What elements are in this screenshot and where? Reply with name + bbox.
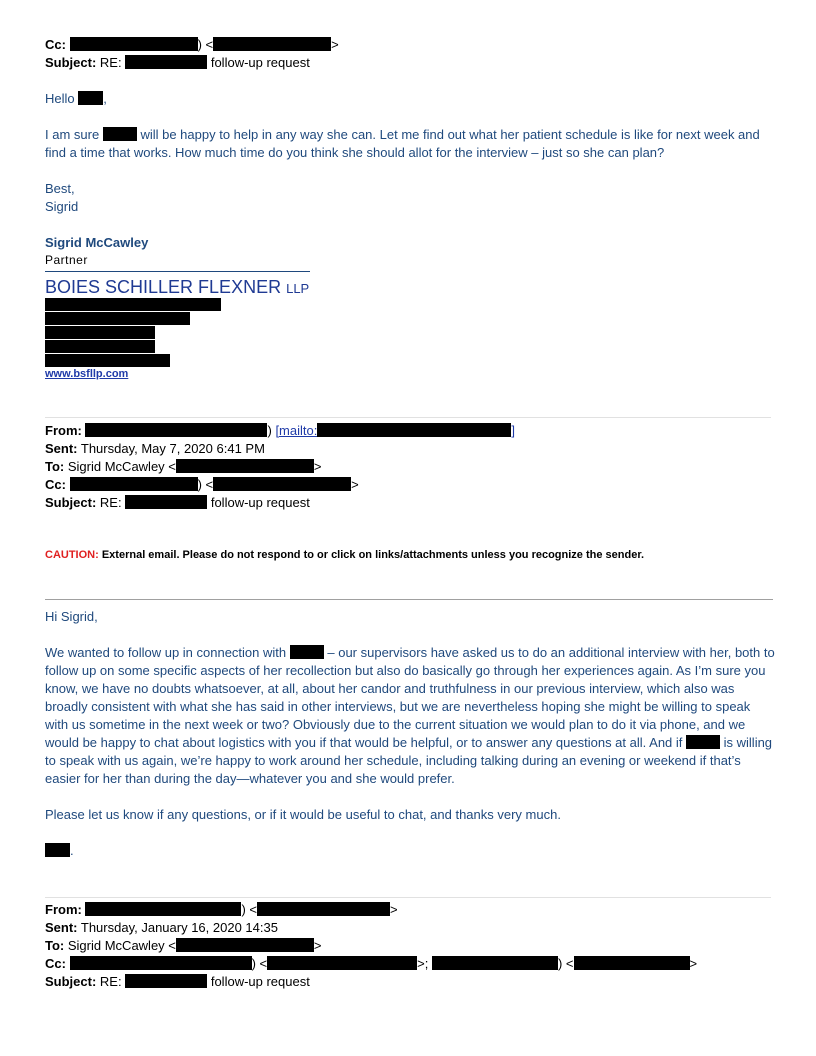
greeting-comma: , (103, 91, 107, 106)
signature-period: . (70, 843, 74, 858)
redaction-block (176, 938, 314, 952)
subject-label: Subject: (45, 55, 97, 70)
caution-label: CAUTION: (45, 549, 99, 561)
subject-prefix: RE: (99, 495, 122, 510)
redaction-block (125, 55, 207, 69)
sent-value: Thursday, January 16, 2020 14:35 (80, 920, 278, 935)
body-text: We wanted to follow up in connection with (45, 645, 287, 660)
msg2-from-line (45, 422, 515, 440)
to-label: To: (45, 459, 65, 474)
punct: > (351, 477, 359, 492)
msg2-sent-line (45, 440, 265, 458)
redaction-block (125, 495, 207, 509)
redaction-block (267, 956, 417, 970)
redaction-block (45, 298, 221, 311)
body-text: – our supervisors have asked us to do an additional interview with her, both to follow up on some specific aspects of her recollection but also do basically go through her experiences again. As I’m sure you know, we have no doubts whatsoever, at all, about her candor and truthfulness in our previous interview, which also was broadly consistent with what she has said in other interviews, but we are nevertheless hoping she might be willing to speak with us sometime in the next week or two? Obviously due to the current situation we would plan to do it via phone, and we would be happy to chat about logistics with you if that would be helpful, or to answer any questions at all. And if (45, 645, 775, 750)
msg2-subject-line (45, 494, 310, 512)
reply-subject-line (45, 54, 310, 72)
firm-logo (45, 276, 309, 298)
reply-cc-line (45, 36, 339, 54)
signature-title: Partner (45, 253, 88, 267)
website-link[interactable]: www.bsfllp.com (45, 368, 129, 380)
msg3-subject-line (45, 973, 310, 991)
message-separator (45, 417, 771, 418)
punct: ) (267, 423, 272, 438)
msg2-to-line (45, 458, 321, 476)
caution-text: External email. Please do not respond to or click on links/attachments unless you recognize the sender. (101, 549, 645, 561)
redaction-block (257, 902, 390, 916)
punct: ) < (557, 956, 574, 971)
redaction-block (290, 645, 324, 659)
punct: ) < (251, 956, 268, 971)
msg2-greeting: Hi Sigrid, (45, 609, 98, 624)
redaction-block (45, 354, 170, 367)
cc-label: Cc: (45, 477, 66, 492)
signature-name: Sigrid McCawley (45, 235, 149, 250)
caution-divider (45, 599, 773, 600)
redaction-block (574, 956, 690, 970)
mailto-link[interactable] (275, 423, 511, 438)
sent-label: Sent: (45, 441, 78, 456)
subject-suffix: follow-up request (210, 974, 310, 989)
signature-divider (45, 271, 310, 272)
msg2-body-paragraph-2: Please let us know if any questions, or if it would be useful to chat, and thanks very much. (45, 807, 561, 822)
subject-label: Subject: (45, 495, 97, 510)
redaction-block (85, 902, 241, 916)
redaction-block (45, 326, 155, 339)
redaction-block (432, 956, 558, 970)
redaction-block (103, 127, 137, 141)
subject-prefix: RE: (99, 55, 122, 70)
redaction-block (85, 423, 267, 437)
greeting-text: Hello (45, 91, 75, 106)
punct: > (390, 902, 398, 917)
subject-label: Subject: (45, 974, 97, 989)
msg2-body-paragraph (45, 644, 775, 788)
punct: > (331, 37, 339, 52)
to-value: Sigrid McCawley < (67, 938, 176, 953)
subject-suffix: follow-up request (210, 55, 310, 70)
redaction-block (78, 91, 103, 105)
redaction-block (213, 477, 351, 491)
redaction-block (70, 477, 198, 491)
to-label: To: (45, 938, 65, 953)
reply-closing: Best, (45, 181, 75, 196)
subject-suffix: follow-up request (210, 495, 310, 510)
msg2-cc-line (45, 476, 359, 494)
to-value: Sigrid McCawley < (67, 459, 176, 474)
from-label: From: (45, 902, 82, 917)
message-separator (45, 897, 771, 898)
reply-greeting (45, 90, 107, 108)
firm-suffix: LLP (286, 281, 310, 296)
from-label: From: (45, 423, 82, 438)
msg3-to-line (45, 937, 321, 955)
body-text: I am sure (45, 127, 100, 142)
redaction-block (45, 340, 155, 353)
punct: > (313, 459, 322, 474)
redaction-block (686, 735, 720, 749)
redaction-block (45, 312, 190, 325)
punct: ) < (197, 477, 214, 492)
reply-signoff: Sigrid (45, 199, 79, 214)
redaction-block (125, 974, 207, 988)
msg3-sent-line (45, 919, 278, 937)
redaction-block (70, 956, 252, 970)
cc-label: Cc: (45, 956, 66, 971)
punct: > (689, 956, 698, 971)
sent-label: Sent: (45, 920, 78, 935)
redaction-block (213, 37, 331, 51)
redaction-block (70, 37, 198, 51)
sent-value: Thursday, May 7, 2020 6:41 PM (80, 441, 265, 456)
punct: ) < (197, 37, 214, 52)
mailto-text: [mailto: (275, 423, 318, 438)
msg2-sender-signature (45, 842, 74, 860)
body-text: will be happy to help in any way she can. Let me find out what her patient schedule is like for next week and find a time that works. How much time do you think she should allot for the interview – just so she can plan? (45, 127, 760, 160)
subject-prefix: RE: (99, 974, 122, 989)
punct: >; (417, 956, 432, 971)
mailto-bracket: ] (511, 423, 515, 438)
firm-name: BOIES SCHILLER FLEXNER (45, 277, 282, 297)
msg3-cc-line (45, 955, 697, 973)
redaction-block (45, 843, 70, 857)
cc-label: Cc: (45, 37, 66, 52)
msg3-from-line (45, 901, 398, 919)
caution-banner (45, 546, 644, 564)
redaction-block (176, 459, 314, 473)
redaction-block (317, 423, 511, 437)
reply-body-paragraph (45, 126, 775, 162)
punct: ) < (241, 902, 258, 917)
firm-website (45, 368, 128, 380)
punct: > (313, 938, 322, 953)
body-text: is willing to speak with us again, we’re happy to work around her schedule, including talking during an evening or weekend if that’s easier for her than during the day—whatever you and she would prefer. (45, 735, 773, 786)
